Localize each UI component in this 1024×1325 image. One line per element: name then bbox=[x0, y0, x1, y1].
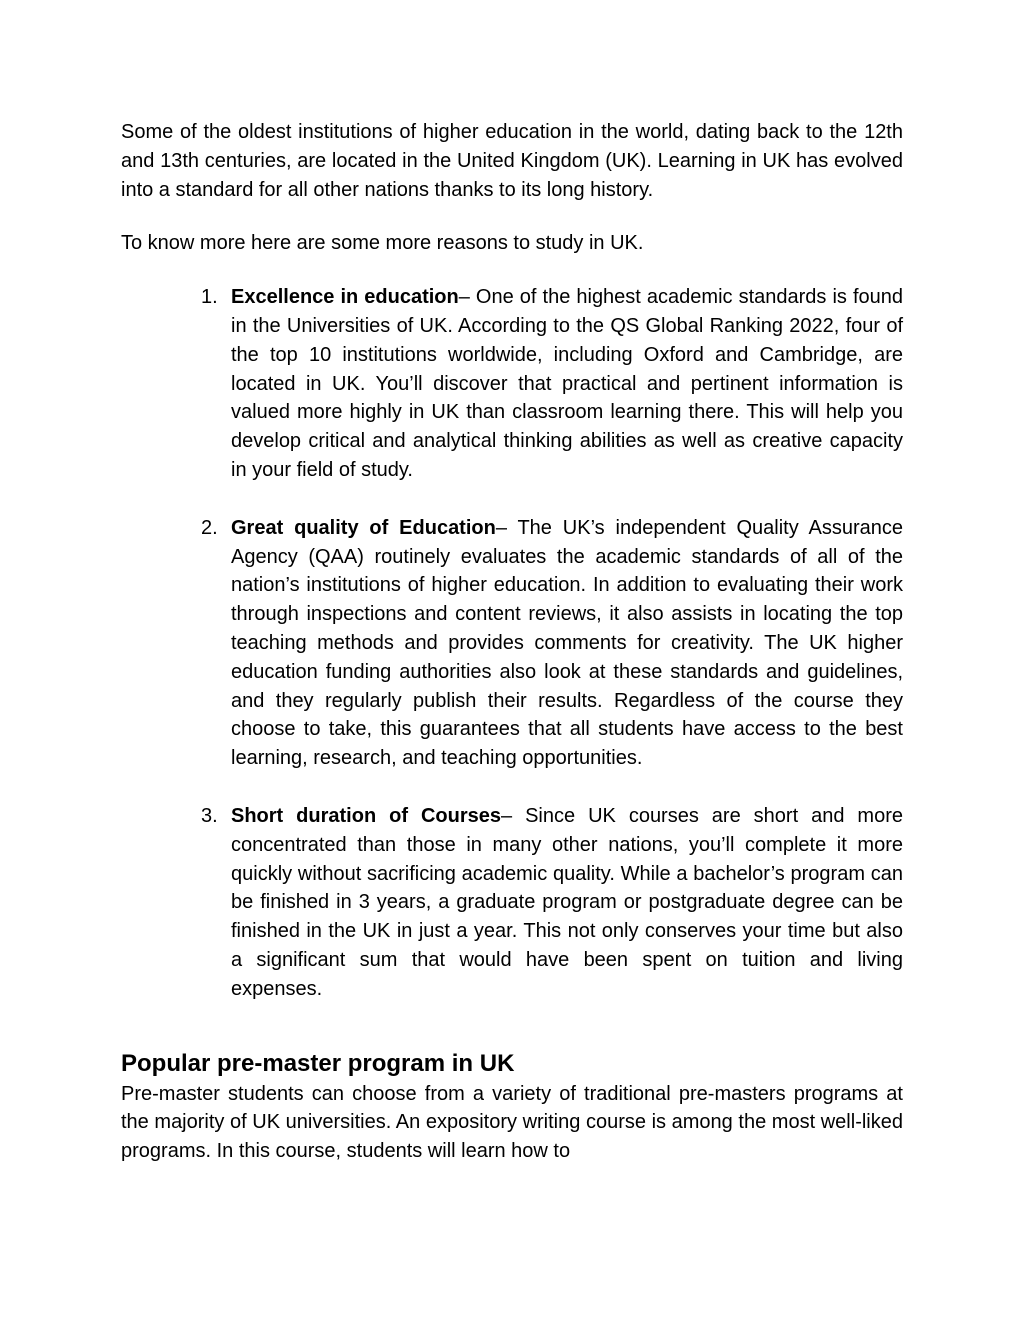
list-item bbox=[201, 283, 903, 485]
list-item-text: – One of the highest academic standards is found in the Universities of UK. According to the QS Global Ranking 2022, four of the top 10 institutions worldwide, including Oxford and Cambridge, are located in UK. You’ll discover that practical and pertinent information is valued more highly in UK than classroom learning there. This will help you develop critical and analytical thinking abilities as well as creative capacity in your field of study. bbox=[231, 286, 903, 481]
list-number: 2. bbox=[201, 516, 218, 539]
intro-paragraph: Some of the oldest institutions of higher education in the world, dating back to the 12th and 13th centuries, are located in the United Kingdom (UK). Learning in UK has evolved into a standard for all other nations thanks to its long history. bbox=[121, 121, 903, 201]
list-number: 1. bbox=[201, 286, 218, 309]
lead-paragraph: To know more here are some more reasons to study in UK. bbox=[121, 232, 644, 255]
list-item-text: – Since UK courses are short and more concentrated than those in many other nations, you’ll complete it more quickly without sacrificing academic quality. While a bachelor’s program can be finished in 3 years, a graduate program or postgraduate degree can be finished in the UK in just a year. This not only conserves your time but also a significant sum that would have been spent on tuition and living expenses. bbox=[231, 804, 903, 1000]
section-paragraph: Pre-master students can choose from a variety of traditional pre-masters programs at the majority of UK universities. An expository writing course is among the most well-liked programs. In this course, students will learn how to bbox=[121, 1082, 903, 1163]
list-item-text: – The UK’s independent Quality Assurance Agency (QAA) routinely evaluates the academic standards of all of the nation’s institutions of higher education. In addition to evaluating their work through inspections and content reviews, it also assists in locating the top teaching methods and provides comments for creativity. The UK higher education funding authorities also look at these standards and guidelines, and they regularly publish their results. Regardless of the course they choose to take, this guarantees that all students have access to the best learning, research, and teaching opportunities. bbox=[231, 516, 903, 770]
list-number: 3. bbox=[201, 804, 218, 827]
list-item-title: Great quality of Education bbox=[231, 516, 496, 539]
document-page bbox=[121, 118, 903, 1166]
reasons-list bbox=[121, 283, 903, 1003]
list-item bbox=[201, 802, 903, 1004]
list-item bbox=[201, 514, 903, 773]
list-item-title: Excellence in education bbox=[231, 286, 459, 309]
section-heading: Popular pre-master program in UK bbox=[121, 1049, 515, 1077]
list-item-title: Short duration of Courses bbox=[231, 804, 501, 827]
